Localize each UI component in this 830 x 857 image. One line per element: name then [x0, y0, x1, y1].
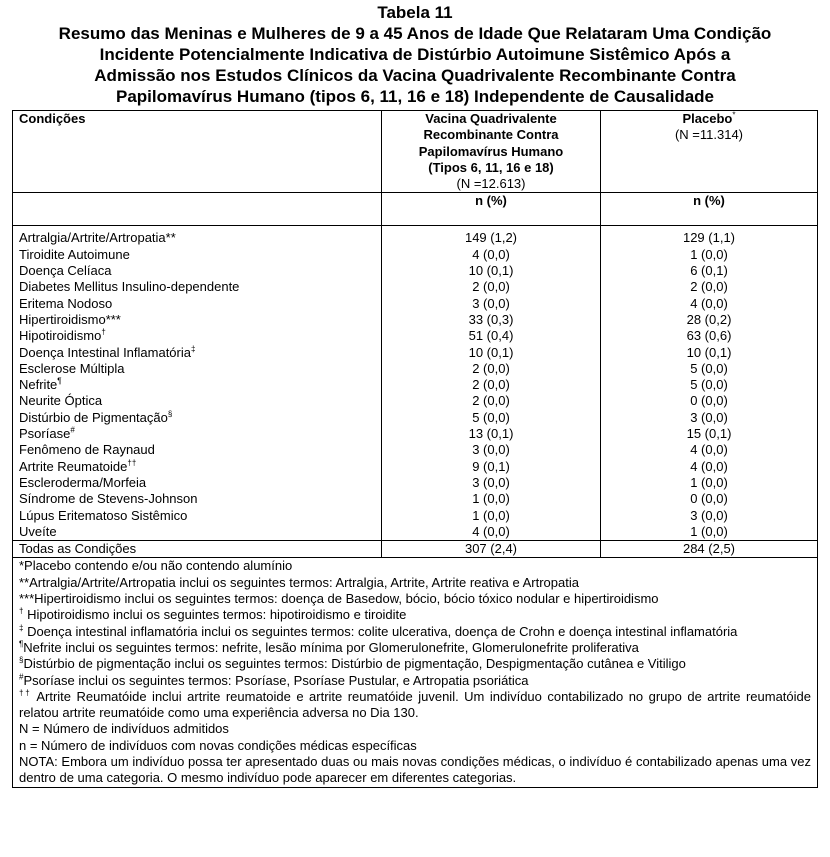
vaccine-label-line: Papilomavírus Humano — [418, 143, 564, 159]
table-row — [13, 410, 818, 426]
vaccine-value: 2 (0,0) — [382, 361, 601, 377]
vaccine-label-line: Vacina Quadrivalente — [425, 111, 557, 126]
condition-cell — [13, 491, 382, 507]
vaccine-value: 51 (0,4) — [382, 328, 601, 344]
total-row — [13, 541, 818, 558]
table-row — [13, 508, 818, 524]
footnote-symbol: # — [19, 672, 24, 682]
vaccine-value: 5 (0,0) — [382, 410, 601, 426]
condition-name: Nefrite — [19, 377, 58, 393]
total-vaccine: 307 (2,4) — [382, 541, 601, 558]
placebo-value: 5 (0,0) — [601, 377, 818, 393]
placebo-value: 2 (0,0) — [601, 279, 818, 295]
vaccine-value: 4 (0,0) — [382, 247, 601, 263]
data-table — [12, 110, 818, 788]
vaccine-value: 149 (1,2) — [382, 230, 601, 246]
condition-cell — [13, 426, 382, 442]
table-row — [13, 230, 818, 246]
condition-name: Psoríase — [19, 426, 71, 442]
placebo-n: (N =11.314) — [674, 127, 744, 143]
n-label-row — [13, 193, 818, 226]
condition-name: Tiroidite Autoimune — [19, 246, 130, 262]
footnote-text: Doença intestinal inflamatória inclui os seguintes termos: colite ulcerativa, doença de Crohn e doença intestinal inflamatória — [23, 623, 738, 639]
footnotes — [13, 558, 818, 787]
title-line: Papilomavírus Humano (tipos 6, 11, 16 e 18) Independente de Causalidade — [115, 87, 714, 106]
table-row — [13, 524, 818, 541]
table-row — [13, 296, 818, 312]
footnote — [19, 689, 811, 722]
vaccine-value: 9 (0,1) — [382, 459, 601, 475]
footnote-symbol: ¶ — [19, 639, 24, 649]
condition-cell — [13, 393, 382, 409]
condition-cell — [13, 345, 382, 361]
footnote — [19, 575, 811, 591]
vaccine-value: 33 (0,3) — [382, 312, 601, 328]
footnote-text: ***Hipertiroidismo inclui os seguintes termos: doença de Basedow, bócio, bócio tóxico nodular e hipertiroidismo — [19, 591, 659, 607]
header-placebo — [601, 111, 818, 193]
footnote-text: *Placebo contendo e/ou não contendo alumínio — [19, 558, 293, 574]
footnotes-row — [13, 558, 818, 787]
footnote — [19, 673, 811, 689]
footnote — [19, 721, 811, 737]
condition-cell — [13, 524, 382, 541]
condition-name: Escleroderma/Morfeia — [19, 474, 147, 490]
vaccine-value: 2 (0,0) — [382, 279, 601, 295]
vaccine-value: 1 (0,0) — [382, 508, 601, 524]
footnote-text: Artrite Reumatóide inclui artrite reumatoide e artrite reumatóide juvenil. Um indivíduo contabilizado no grupo de artrite reumatóide relatou artrite reumatóide como uma experiência adversa no Dia 130. — [19, 688, 811, 721]
table-row — [13, 312, 818, 328]
footnote-symbol: † — [19, 606, 24, 616]
vaccine-value: 2 (0,0) — [382, 377, 601, 393]
table-row — [13, 247, 818, 263]
title-line: Admissão nos Estudos Clínicos da Vacina Quadrivalente Recombinante Contra — [94, 66, 736, 85]
condition-name: Doença Intestinal Inflamatória — [19, 344, 191, 360]
table-row — [13, 442, 818, 458]
vaccine-value: 3 (0,0) — [382, 296, 601, 312]
condition-name: Lúpus Eritematoso Sistêmico — [19, 507, 188, 523]
condition-cell — [13, 475, 382, 491]
footnote — [19, 591, 811, 607]
condition-cell — [13, 296, 382, 312]
condition-name: Síndrome de Stevens-Johnson — [19, 491, 198, 507]
table-row — [13, 377, 818, 393]
placebo-value: 0 (0,0) — [601, 393, 818, 409]
placebo-value: 3 (0,0) — [601, 508, 818, 524]
placebo-value: 1 (0,0) — [601, 247, 818, 263]
vaccine-value: 3 (0,0) — [382, 475, 601, 491]
condition-cell — [13, 459, 382, 475]
footnote — [19, 624, 811, 640]
condition-cell — [13, 279, 382, 295]
table-row — [13, 263, 818, 279]
footnote — [19, 607, 811, 623]
condition-cell — [13, 263, 382, 279]
placebo-value: 4 (0,0) — [601, 459, 818, 475]
vaccine-value: 13 (0,1) — [382, 426, 601, 442]
footnote-text: Psoríase inclui os seguintes termos: Psoríase, Psoríase Pustular, e Artropatia psoriática — [23, 672, 529, 688]
footnote-text: Hipotiroidismo inclui os seguintes termos: hipotiroidismo e tiroidite — [23, 607, 407, 623]
condition-name: Hipotiroidismo — [19, 328, 102, 344]
table-row — [13, 426, 818, 442]
placebo-value: 3 (0,0) — [601, 410, 818, 426]
table-row — [13, 393, 818, 409]
table-row — [13, 475, 818, 491]
footnote-text: n = Número de indivíduos com novas condições médicas específicas — [19, 737, 417, 753]
total-placebo: 284 (2,5) — [601, 541, 818, 558]
placebo-value: 63 (0,6) — [601, 328, 818, 344]
vaccine-n-label: n (%) — [382, 193, 601, 226]
footnote-symbol: †† — [19, 688, 32, 698]
footnote — [19, 656, 811, 672]
placebo-value: 4 (0,0) — [601, 442, 818, 458]
vaccine-value: 1 (0,0) — [382, 491, 601, 507]
placebo-value: 0 (0,0) — [601, 491, 818, 507]
table-title — [12, 2, 818, 107]
table-row — [13, 328, 818, 344]
footnote-text: N = Número de indivíduos admitidos — [19, 721, 229, 737]
footnote-mark: ‡ — [190, 344, 196, 354]
table-row — [13, 345, 818, 361]
condition-cell — [13, 247, 382, 263]
footnote-mark: # — [70, 425, 75, 435]
condition-cell — [13, 361, 382, 377]
vaccine-value: 3 (0,0) — [382, 442, 601, 458]
vaccine-value: 2 (0,0) — [382, 393, 601, 409]
table-number: Tabela 11 — [377, 3, 453, 22]
condition-cell — [13, 410, 382, 426]
condition-name: Eritema Nodoso — [19, 295, 113, 311]
condition-name: Uveíte — [19, 523, 57, 539]
condition-name: Distúrbio de Pigmentação — [19, 409, 168, 425]
condition-name: Doença Celíaca — [19, 263, 112, 279]
vaccine-label-line: (Tipos 6, 11, 16 e 18) — [428, 159, 554, 175]
footnote-mark: ¶ — [57, 376, 62, 386]
condition-cell — [13, 442, 382, 458]
total-label: Todas as Condições — [13, 541, 382, 558]
table-row — [13, 491, 818, 507]
footnote-mark: † — [101, 327, 106, 337]
footnote-text: Nefrite inclui os seguintes termos: nefrite, lesão mínima por Glomerulonefrite, Glomerulonefrite proliferativa — [23, 639, 639, 655]
placebo-label: Placebo — [682, 111, 733, 126]
vaccine-label-line: Recombinante Contra — [423, 127, 559, 143]
condition-cell — [13, 377, 382, 393]
placebo-value: 6 (0,1) — [601, 263, 818, 279]
placebo-value: 129 (1,1) — [601, 230, 818, 246]
vaccine-n: (N =12.613) — [456, 176, 526, 192]
table-row — [13, 459, 818, 475]
condition-name: Diabetes Mellitus Insulino-dependente — [19, 279, 240, 295]
footnote — [19, 558, 811, 574]
table-row — [13, 361, 818, 377]
footnote-symbol: ‡ — [19, 623, 24, 633]
condition-cell — [13, 312, 382, 328]
placebo-value: 1 (0,0) — [601, 524, 818, 541]
footnote-symbol: § — [19, 655, 24, 665]
placebo-mark: * — [732, 110, 736, 120]
title-line: Incidente Potencialmente Indicativa de Distúrbio Autoimune Sistêmico Após a — [99, 45, 731, 64]
footnote — [19, 738, 811, 754]
header-vaccine — [382, 111, 601, 193]
vaccine-value: 4 (0,0) — [382, 524, 601, 541]
placebo-value: 4 (0,0) — [601, 296, 818, 312]
footnote — [19, 640, 811, 656]
footnote — [19, 754, 811, 787]
footnote-text: NOTA: Embora um indivíduo possa ter apresentado duas ou mais novas condições médicas, o indivíduo é contabilizado apenas uma vez dentro de uma categoria. O mesmo indivíduo pode aparecer em diferentes categorias. — [19, 753, 811, 786]
placebo-value: 28 (0,2) — [601, 312, 818, 328]
footnote-text: Distúrbio de pigmentação inclui os seguintes termos: Distúrbio de pigmentação, Despigmentação cutânea e Vitiligo — [23, 656, 686, 672]
title-line: Resumo das Meninas e Mulheres de 9 a 45 Anos de Idade Que Relataram Uma Condição — [58, 24, 772, 43]
vaccine-value: 10 (0,1) — [382, 263, 601, 279]
condition-name: Hipertiroidismo*** — [19, 311, 121, 327]
condition-name: Esclerose Múltipla — [19, 360, 125, 376]
document-page — [0, 2, 830, 857]
placebo-value: 1 (0,0) — [601, 475, 818, 491]
header-row — [13, 111, 818, 193]
placebo-value: 5 (0,0) — [601, 361, 818, 377]
table-row — [13, 279, 818, 295]
placebo-value: 15 (0,1) — [601, 426, 818, 442]
condition-name: Artralgia/Artrite/Artropatia** — [19, 230, 176, 246]
vaccine-value: 10 (0,1) — [382, 345, 601, 361]
condition-cell — [13, 508, 382, 524]
condition-name: Artrite Reumatoide — [19, 458, 128, 474]
condition-cell — [13, 230, 382, 246]
placebo-value: 10 (0,1) — [601, 345, 818, 361]
condition-cell — [13, 328, 382, 344]
footnote-mark: § — [167, 409, 173, 419]
condition-name: Neurite Óptica — [19, 393, 103, 409]
footnote-text: **Artralgia/Artrite/Artropatia inclui os seguintes termos: Artralgia, Artrite, Artrite reativa e Artropatia — [19, 574, 579, 590]
placebo-n-label: n (%) — [601, 193, 818, 226]
footnote-mark: †† — [127, 458, 137, 468]
header-conditions: Condições — [13, 111, 382, 193]
condition-name: Fenômeno de Raynaud — [19, 442, 155, 458]
